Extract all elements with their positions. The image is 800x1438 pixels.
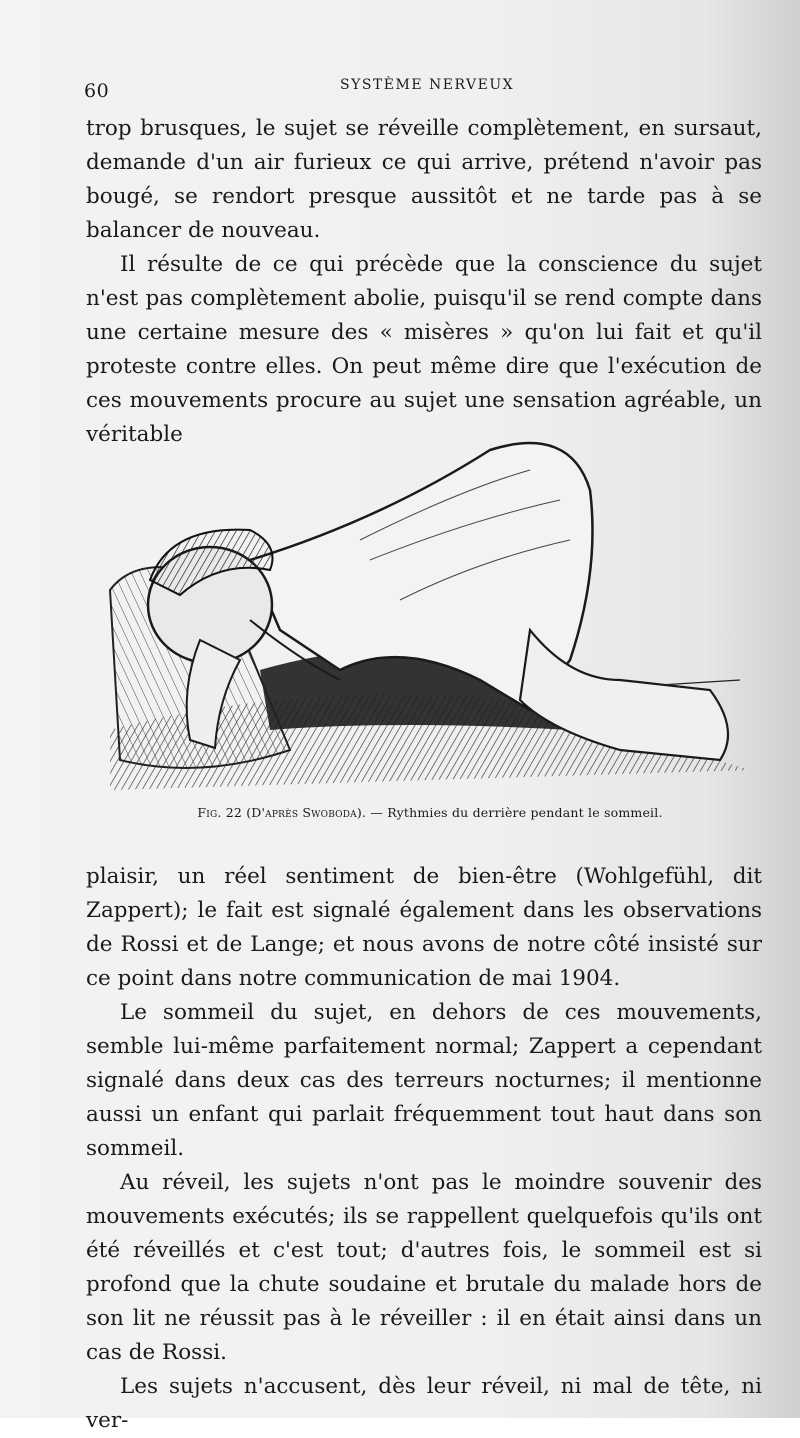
figure-title: — Rythmies du derrière pendant le sommeil.	[370, 805, 663, 820]
figure-22	[100, 430, 760, 800]
figure-caption	[100, 805, 760, 820]
paragraph-continued: trop brusques, le sujet se réveille complètement, en sursaut, demande d'un air furieux ce qui arrive, prétend n'avoir pas bougé, se rendort presque aussitôt et ne tarde pas à se balancer de nouveau.	[86, 116, 762, 243]
figure-source: (D'après Swoboda).	[246, 805, 367, 820]
running-title: SYSTÈME NERVEUX	[340, 77, 515, 93]
paragraph-continued: plaisir, un réel sentiment de bien-être (Wohlgefühl, dit Zappert); le fait est signalé également dans les observations de Rossi et de Lange; et nous avons de notre côté insisté sur ce point dans notre communication de mai 1904.	[86, 864, 762, 991]
sleeping-child-illustration	[100, 430, 760, 800]
body-text-top	[86, 112, 762, 452]
paragraph: Au réveil, les sujets n'ont pas le moindre souvenir des mouvements exécutés; ils se rappellent quelquefois qu'ils ont été réveillés et c'est tout; d'autres fois, le sommeil est si profond que la chute soudaine et brutale du malade hors de son lit ne réussit pas à le réveiller : il en était ainsi dans un cas de Rossi.	[86, 1170, 762, 1365]
paragraph: Les sujets n'accusent, dès leur réveil, ni mal de tête, ni ver-	[86, 1374, 762, 1433]
page-number: 60	[84, 80, 110, 102]
paragraph: Il résulte de ce qui précède que la conscience du sujet n'est pas complètement abolie, puisqu'il se rend compte dans une certaine mesure des « misères » qu'on lui fait et qu'il proteste contre elles. On peut même dire que l'exécution de ces mouvements procure au sujet une sensation agréable, un véritable	[86, 252, 762, 447]
body-text-bottom	[86, 860, 762, 1438]
paragraph: Le sommeil du sujet, en dehors de ces mouvements, semble lui-même parfaitement normal; Zappert a cependant signalé dans deux cas des terreurs nocturnes; il mentionne aussi un enfant qui parlait fréquemment tout haut dans son sommeil.	[86, 1000, 762, 1161]
figure-number: Fig. 22	[197, 805, 243, 820]
